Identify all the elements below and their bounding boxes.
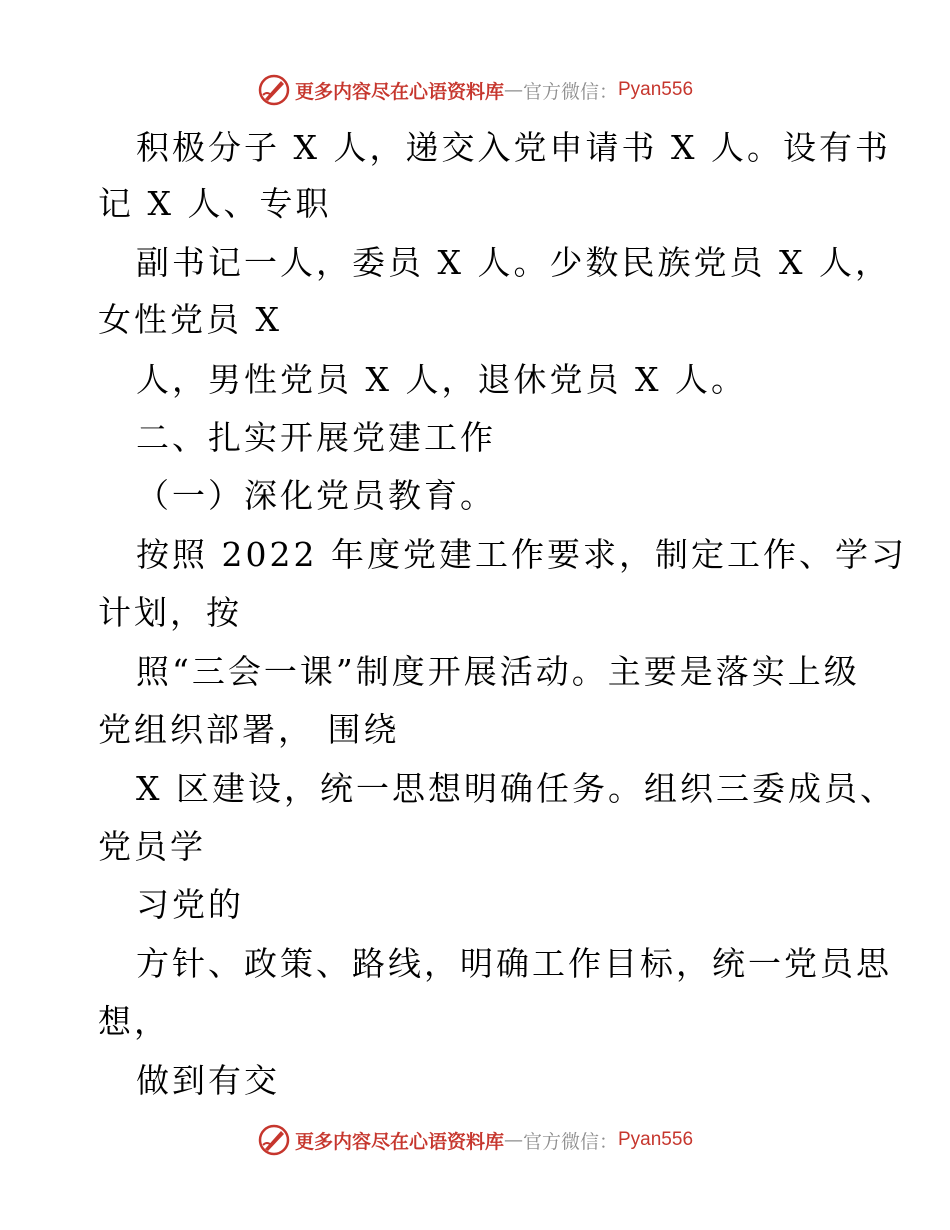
- text-line: 副书记一人，委员 X 人。少数民族党员 X 人，: [136, 243, 891, 282]
- text-line: 人，男性党员 X 人，退休党员 X 人。: [136, 360, 747, 399]
- subsection-heading: （一）深化党员教育。: [136, 476, 496, 515]
- text-line: 想，: [98, 1002, 170, 1041]
- watermark-id: Pyan556: [618, 1129, 694, 1150]
- text-line: X 区建设，统一思想明确任务。组织三委成员、: [136, 769, 896, 808]
- text-line: 按照 2022 年度党建工作要求，制定工作、学习: [136, 535, 907, 574]
- watermark-sub-text: 官方微信：: [522, 1130, 618, 1153]
- text-line: 党组织部署， 围绕: [98, 710, 400, 749]
- text-line: 方针、政策、路线，明确工作目标，统一党员思: [136, 944, 892, 983]
- quill-logo-icon: [257, 1123, 291, 1157]
- text-line: 做到有交: [136, 1061, 280, 1100]
- watermark-dash: —: [503, 79, 523, 101]
- text-line: 党员学: [98, 827, 206, 866]
- watermark-dash: —: [503, 1129, 523, 1151]
- text-line: 积极分子 X 人，递交入党申请书 X 人。设有书: [136, 128, 891, 167]
- quill-logo-icon: [257, 73, 291, 107]
- section-heading: 二、扎实开展党建工作: [136, 418, 496, 457]
- watermark-id: Pyan556: [618, 79, 694, 100]
- text-line: 记 X 人、专职: [98, 184, 332, 223]
- watermark-main-text: 更多内容尽在心语资料库: [294, 1130, 504, 1153]
- watermark-header: [0, 70, 950, 110]
- text-line: 照“三会一课”制度开展活动。主要是落实上级: [136, 652, 860, 691]
- text-line: 女性党员 X: [98, 300, 282, 339]
- text-line: 习党的: [136, 885, 244, 924]
- watermark-sub-text: 官方微信：: [522, 80, 618, 103]
- watermark-footer: [0, 1120, 950, 1160]
- text-line: 计划，按: [98, 593, 242, 632]
- watermark-main-text: 更多内容尽在心语资料库: [294, 80, 504, 103]
